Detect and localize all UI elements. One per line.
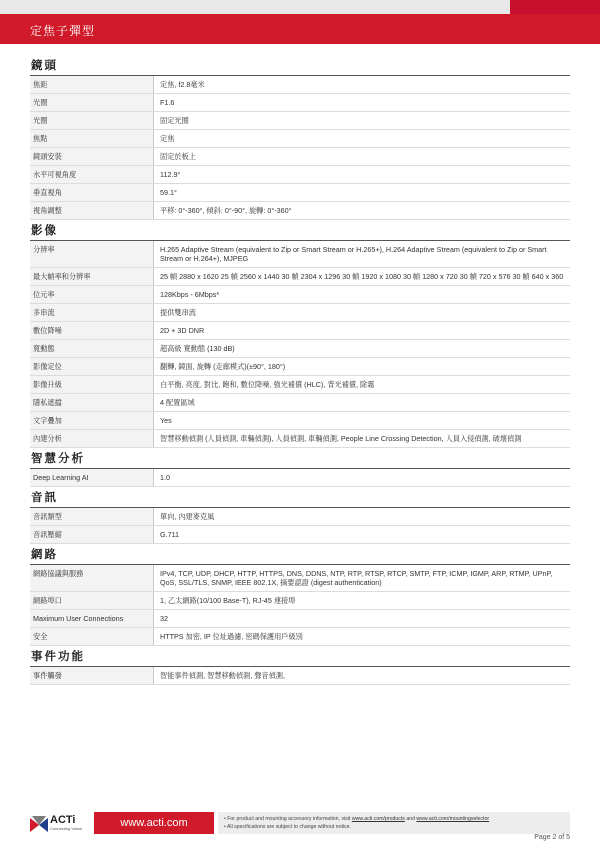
spec-row [30,166,570,184]
spec-label: 網路協議與服務 [30,565,154,591]
spec-value: IPv4, TCP, UDP, DHCP, HTTP, HTTPS, DNS, DDNS, NTP, RTP, RTSP, RTCP, SMTP, FTP, ICMP, IGMP, ARP, RTMP, UPnP, QoS, SSL/TLS, SNMP, IEEE 802.1X, 摘要認證 (digest authentication) [160,569,553,587]
spec-row [30,592,570,610]
section-title: 鏡頭 [30,55,570,76]
website-link[interactable]: www.acti.com [94,812,214,834]
spec-row [30,358,570,376]
spec-value: 白平衡, 亮度, 對比, 飽和, 數位降噪, 強光補償 (HLC), 背光補償, 除霧 [160,380,375,389]
spec-section [30,55,570,220]
spec-value: 提供雙串流 [160,308,196,317]
spec-label: 光圈 [30,94,154,111]
spec-value: 平移: 0°-360°, 傾斜: 0°-90°, 旋轉: 0°-360° [160,206,292,215]
section-title: 網路 [30,544,570,565]
page-number: Page 2 of 5 [534,834,570,841]
spec-row [30,430,570,448]
spec-label: 音訊類型 [30,508,154,525]
spec-label: 焦距 [30,76,154,93]
spec-label: 影像定位 [30,358,154,375]
note1-and: and [404,816,417,822]
spec-label: 寬動態 [30,340,154,357]
spec-row [30,508,570,526]
mountingselector-link[interactable]: www.acti.com/mountingselector [416,816,490,822]
spec-value: 1.0 [160,473,170,482]
footer-note-2: • All specifications are subject to change without notice. [224,824,351,830]
spec-section [30,487,570,544]
section-title: 事件功能 [30,646,570,667]
spec-value: 固定光圈 [160,116,189,125]
spec-row [30,304,570,322]
spec-value: 超高級 寬動態 (130 dB) [160,344,235,353]
spec-value: 固定於板上 [160,152,196,161]
spec-label: 事件觸發 [30,667,154,684]
spec-label: 視角調整 [30,202,154,219]
spec-row [30,241,570,268]
spec-value: F1.6 [160,98,175,107]
spec-value: 25 幀 2880 x 1620 25 幀 2560 x 1440 30 幀 2304 x 1296 30 幀 1920 x 1080 30 幀 1280 x 720 30 幀 720 x 576 30 幀 640 x 360 [160,272,564,281]
section-title: 影像 [30,220,570,241]
spec-value: 32 [160,614,168,623]
spec-section [30,220,570,448]
spec-row [30,628,570,646]
spec-label: Deep Learning AI [30,469,154,486]
header-bar [0,14,600,44]
logo-brand: ACTi [50,814,76,826]
page-title: 定焦子彈型 [30,24,96,38]
spec-row [30,376,570,394]
logo-tagline: Connecting Vision [50,826,83,831]
spec-row [30,412,570,430]
spec-row [30,322,570,340]
spec-value: 128Kbps - 6Mbps* [160,290,220,299]
footer [30,812,570,834]
footer-notes [218,812,570,834]
spec-value: H.265 Adaptive Stream (equivalent to Zip or Smart Stream or H.265+), H.264 Adaptive Stream (equivalent to Zip or Smart Stream or H.264+), MJPEG [160,245,547,263]
spec-row [30,130,570,148]
spec-value: 2D + 3D DNR [160,326,205,335]
spec-row [30,76,570,94]
spec-label: 鏡頭安裝 [30,148,154,165]
spec-label: 文字疊加 [30,412,154,429]
spec-row [30,610,570,628]
spec-label: 位元率 [30,286,154,303]
spec-row [30,565,570,592]
spec-label: 多串流 [30,304,154,321]
spec-section [30,646,570,685]
spec-row [30,202,570,220]
spec-value: 1, 乙太網路(10/100 Base-T), RJ-45 連接埠 [160,596,296,605]
spec-section [30,448,570,487]
spec-value: 智慧移動偵測 (人員偵測, 車輛偵測), 人員偵測, 車輛偵測, People Line Crossing Detection, 人員入侵偵測, 破壞偵測 [160,434,522,443]
spec-value: Yes [160,416,172,425]
spec-label: 垂直視角 [30,184,154,201]
acti-logo [30,814,90,834]
section-title: 智慧分析 [30,448,570,469]
spec-value: G.711 [160,530,180,539]
spec-row [30,667,570,685]
spec-section [30,544,570,646]
top-strip [0,0,600,14]
spec-value: 定焦, f2.8毫米 [160,80,205,89]
products-link[interactable]: www.acti.com/products [351,816,405,822]
spec-value: 智能事件偵測, 智慧移動偵測, 聲音偵測, [160,671,285,680]
spec-label: 安全 [30,628,154,645]
spec-value: 59.1° [160,188,177,197]
spec-content [30,55,570,685]
section-title: 音訊 [30,487,570,508]
acti-logo-icon [30,816,48,834]
spec-row [30,394,570,412]
spec-label: 影像升級 [30,376,154,393]
spec-value: 112.9° [160,170,181,179]
spec-row [30,340,570,358]
spec-label: 隱私遮擋 [30,394,154,411]
spec-label: 最大幀率和分辨率 [30,268,154,285]
spec-label: 光圈 [30,112,154,129]
top-accent [510,0,600,14]
spec-row [30,469,570,487]
spec-value: 單向, 內建麥克風 [160,512,215,521]
spec-row [30,148,570,166]
spec-row [30,526,570,544]
spec-label: 焦點 [30,130,154,147]
spec-row [30,286,570,304]
spec-label: Maximum User Connections [30,610,154,627]
spec-label: 數位降噪 [30,322,154,339]
spec-value: 4 配置區域 [160,398,195,407]
spec-value: 定焦 [160,134,175,143]
spec-label: 內建分析 [30,430,154,447]
spec-value: HTTPS 加密, IP 位址過濾, 密碼保護用戶級別 [160,632,303,641]
spec-row [30,184,570,202]
spec-label: 音訊壓縮 [30,526,154,543]
note1-prefix: • For product and mounting accessory information, visit [224,816,352,822]
spec-row [30,94,570,112]
spec-row [30,268,570,286]
spec-label: 分辨率 [30,241,154,267]
spec-label: 水平可視角度 [30,166,154,183]
spec-row [30,112,570,130]
spec-label: 網路埠口 [30,592,154,609]
footer-note-1 [224,815,564,823]
spec-value: 翻轉, 鏡面, 旋轉 (走廊模式)(±90°, 180°) [160,362,286,371]
